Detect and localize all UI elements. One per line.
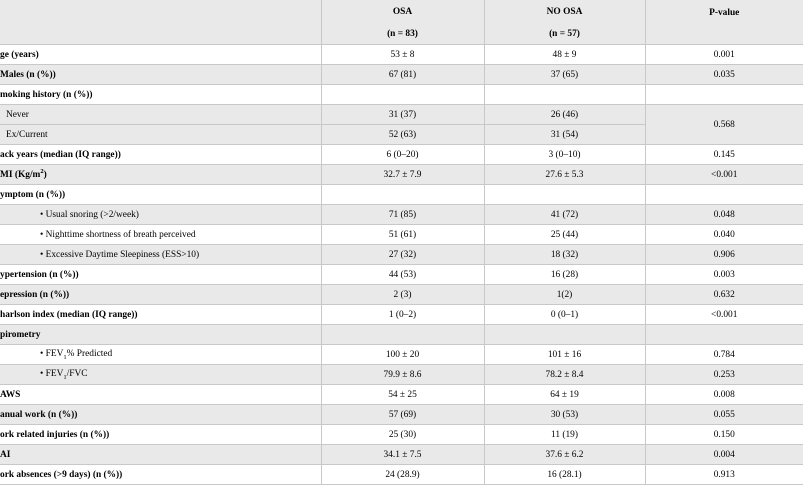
row-label: harlson index (median (IQ range)) bbox=[0, 305, 321, 325]
table-row bbox=[0, 205, 803, 225]
table-row bbox=[0, 245, 803, 265]
row-label-text: • FEV bbox=[40, 368, 64, 379]
p-value: 0.048 bbox=[645, 205, 803, 225]
osa-value: 1 (0–2) bbox=[321, 305, 484, 325]
table-row bbox=[0, 265, 803, 285]
no-osa-value: 26 (46) bbox=[484, 105, 645, 125]
osa-value: 24 (28.9) bbox=[321, 465, 484, 485]
table-row bbox=[0, 85, 803, 105]
p-value: 0.003 bbox=[645, 265, 803, 285]
table-row bbox=[0, 165, 803, 185]
p-value: 0.004 bbox=[645, 445, 803, 465]
row-label bbox=[0, 165, 321, 185]
row-label: • Excessive Daytime Sleepiness (ESS>10) bbox=[0, 245, 321, 265]
row-label: pirometry bbox=[0, 325, 321, 345]
row-label: • Usual snoring (>2/week) bbox=[0, 205, 321, 225]
row-label: AWS bbox=[0, 385, 321, 405]
no-osa-value: 0 (0–1) bbox=[484, 305, 645, 325]
no-osa-value: 3 (0–10) bbox=[484, 145, 645, 165]
row-label-tail: % Predicted bbox=[66, 348, 113, 359]
row-label: ge (years) bbox=[0, 45, 321, 65]
header-no-osa: NO OSA bbox=[484, 0, 645, 24]
osa-value: 34.1 ± 7.5 bbox=[321, 445, 484, 465]
no-osa-value: 18 (32) bbox=[484, 245, 645, 265]
osa-value: 44 (53) bbox=[321, 265, 484, 285]
osa-value: 52 (63) bbox=[321, 125, 484, 145]
p-value: 0.913 bbox=[645, 465, 803, 485]
p-value: 0.008 bbox=[645, 385, 803, 405]
row-label: Never bbox=[0, 105, 321, 125]
table-row bbox=[0, 425, 803, 445]
osa-value: 6 (0–20) bbox=[321, 145, 484, 165]
table-row bbox=[0, 145, 803, 165]
row-label-text: MI (Kg/m bbox=[0, 170, 41, 181]
row-label: epression (n (%)) bbox=[0, 285, 321, 305]
table-row bbox=[0, 225, 803, 245]
no-osa-value: 101 ± 16 bbox=[484, 345, 645, 365]
no-osa-value: 48 ± 9 bbox=[484, 45, 645, 65]
row-label: AI bbox=[0, 445, 321, 465]
table-row bbox=[0, 185, 803, 205]
table-row bbox=[0, 305, 803, 325]
row-label: ack years (median (IQ range)) bbox=[0, 145, 321, 165]
header-no-osa-n: (n = 57) bbox=[484, 24, 645, 45]
p-value: 0.568 bbox=[645, 105, 803, 145]
no-osa-value: 30 (53) bbox=[484, 405, 645, 425]
p-value: 0.055 bbox=[645, 405, 803, 425]
no-osa-value bbox=[484, 185, 645, 205]
row-label: ymptom (n (%)) bbox=[0, 185, 321, 205]
table-row bbox=[0, 465, 803, 485]
no-osa-value: 25 (44) bbox=[484, 225, 645, 245]
table-row bbox=[0, 105, 803, 125]
no-osa-value: 41 (72) bbox=[484, 205, 645, 225]
no-osa-value: 16 (28) bbox=[484, 265, 645, 285]
table-row bbox=[0, 65, 803, 85]
p-value: 0.784 bbox=[645, 345, 803, 365]
osa-value: 53 ± 8 bbox=[321, 45, 484, 65]
table-row bbox=[0, 45, 803, 65]
header-p-value: P-value bbox=[645, 0, 803, 45]
row-label-subscript: 1 bbox=[63, 373, 67, 381]
osa-value: 79.9 ± 8.6 bbox=[321, 365, 484, 385]
row-label: moking history (n (%)) bbox=[0, 85, 321, 105]
osa-value bbox=[321, 325, 484, 345]
osa-value: 27 (32) bbox=[321, 245, 484, 265]
header-blank-cell bbox=[0, 0, 321, 24]
osa-value bbox=[321, 185, 484, 205]
row-label bbox=[0, 345, 321, 365]
row-label: anual work (n (%)) bbox=[0, 405, 321, 425]
header-osa-n: (n = 83) bbox=[321, 24, 484, 45]
p-value: 0.906 bbox=[645, 245, 803, 265]
p-value: 0.150 bbox=[645, 425, 803, 445]
no-osa-value: 11 (19) bbox=[484, 425, 645, 445]
row-label: ork related injuries (n (%)) bbox=[0, 425, 321, 445]
p-value bbox=[645, 325, 803, 345]
row-label-tail: ) bbox=[43, 170, 47, 181]
table-row bbox=[0, 285, 803, 305]
no-osa-value: 27.6 ± 5.3 bbox=[484, 165, 645, 185]
p-value: 0.040 bbox=[645, 225, 803, 245]
row-label-subscript: 1 bbox=[63, 353, 67, 361]
osa-value: 2 (3) bbox=[321, 285, 484, 305]
osa-value: 57 (69) bbox=[321, 405, 484, 425]
row-label-superscript: 2 bbox=[40, 168, 44, 176]
no-osa-value: 1(2) bbox=[484, 285, 645, 305]
no-osa-value: 78.2 ± 8.4 bbox=[484, 365, 645, 385]
row-label bbox=[0, 365, 321, 385]
row-label-tail: /FVC bbox=[66, 368, 88, 379]
p-value: <0.001 bbox=[645, 305, 803, 325]
no-osa-value: 37 (65) bbox=[484, 65, 645, 85]
p-value: 0.253 bbox=[645, 365, 803, 385]
p-value: <0.001 bbox=[645, 165, 803, 185]
osa-value: 32.7 ± 7.9 bbox=[321, 165, 484, 185]
row-label: • Nighttime shortness of breath perceived bbox=[0, 225, 321, 245]
row-label: Males (n (%)) bbox=[0, 65, 321, 85]
header-osa: OSA bbox=[321, 0, 484, 24]
row-label: Ex/Current bbox=[0, 125, 321, 145]
osa-value: 54 ± 25 bbox=[321, 385, 484, 405]
p-value: 0.001 bbox=[645, 45, 803, 65]
no-osa-value: 37.6 ± 6.2 bbox=[484, 445, 645, 465]
row-label: ork absences (>9 days) (n (%)) bbox=[0, 465, 321, 485]
p-value: 0.035 bbox=[645, 65, 803, 85]
p-value: 0.145 bbox=[645, 145, 803, 165]
osa-value: 31 (37) bbox=[321, 105, 484, 125]
no-osa-value: 31 (54) bbox=[484, 125, 645, 145]
header-blank-cell bbox=[0, 24, 321, 45]
p-value: 0.632 bbox=[645, 285, 803, 305]
no-osa-value bbox=[484, 325, 645, 345]
osa-value: 67 (81) bbox=[321, 65, 484, 85]
no-osa-value: 16 (28.1) bbox=[484, 465, 645, 485]
osa-value bbox=[321, 85, 484, 105]
row-label: ypertension (n (%)) bbox=[0, 265, 321, 285]
table-row bbox=[0, 325, 803, 345]
table-header-row bbox=[0, 0, 803, 24]
osa-value: 71 (85) bbox=[321, 205, 484, 225]
row-label-text: • FEV bbox=[40, 348, 64, 359]
no-osa-value: 64 ± 19 bbox=[484, 385, 645, 405]
p-value bbox=[645, 85, 803, 105]
table-row bbox=[0, 385, 803, 405]
table-row bbox=[0, 405, 803, 425]
p-value bbox=[645, 185, 803, 205]
osa-value: 100 ± 20 bbox=[321, 345, 484, 365]
table-row bbox=[0, 365, 803, 385]
no-osa-value bbox=[484, 85, 645, 105]
table-row bbox=[0, 345, 803, 365]
osa-value: 51 (61) bbox=[321, 225, 484, 245]
osa-value: 25 (30) bbox=[321, 425, 484, 445]
